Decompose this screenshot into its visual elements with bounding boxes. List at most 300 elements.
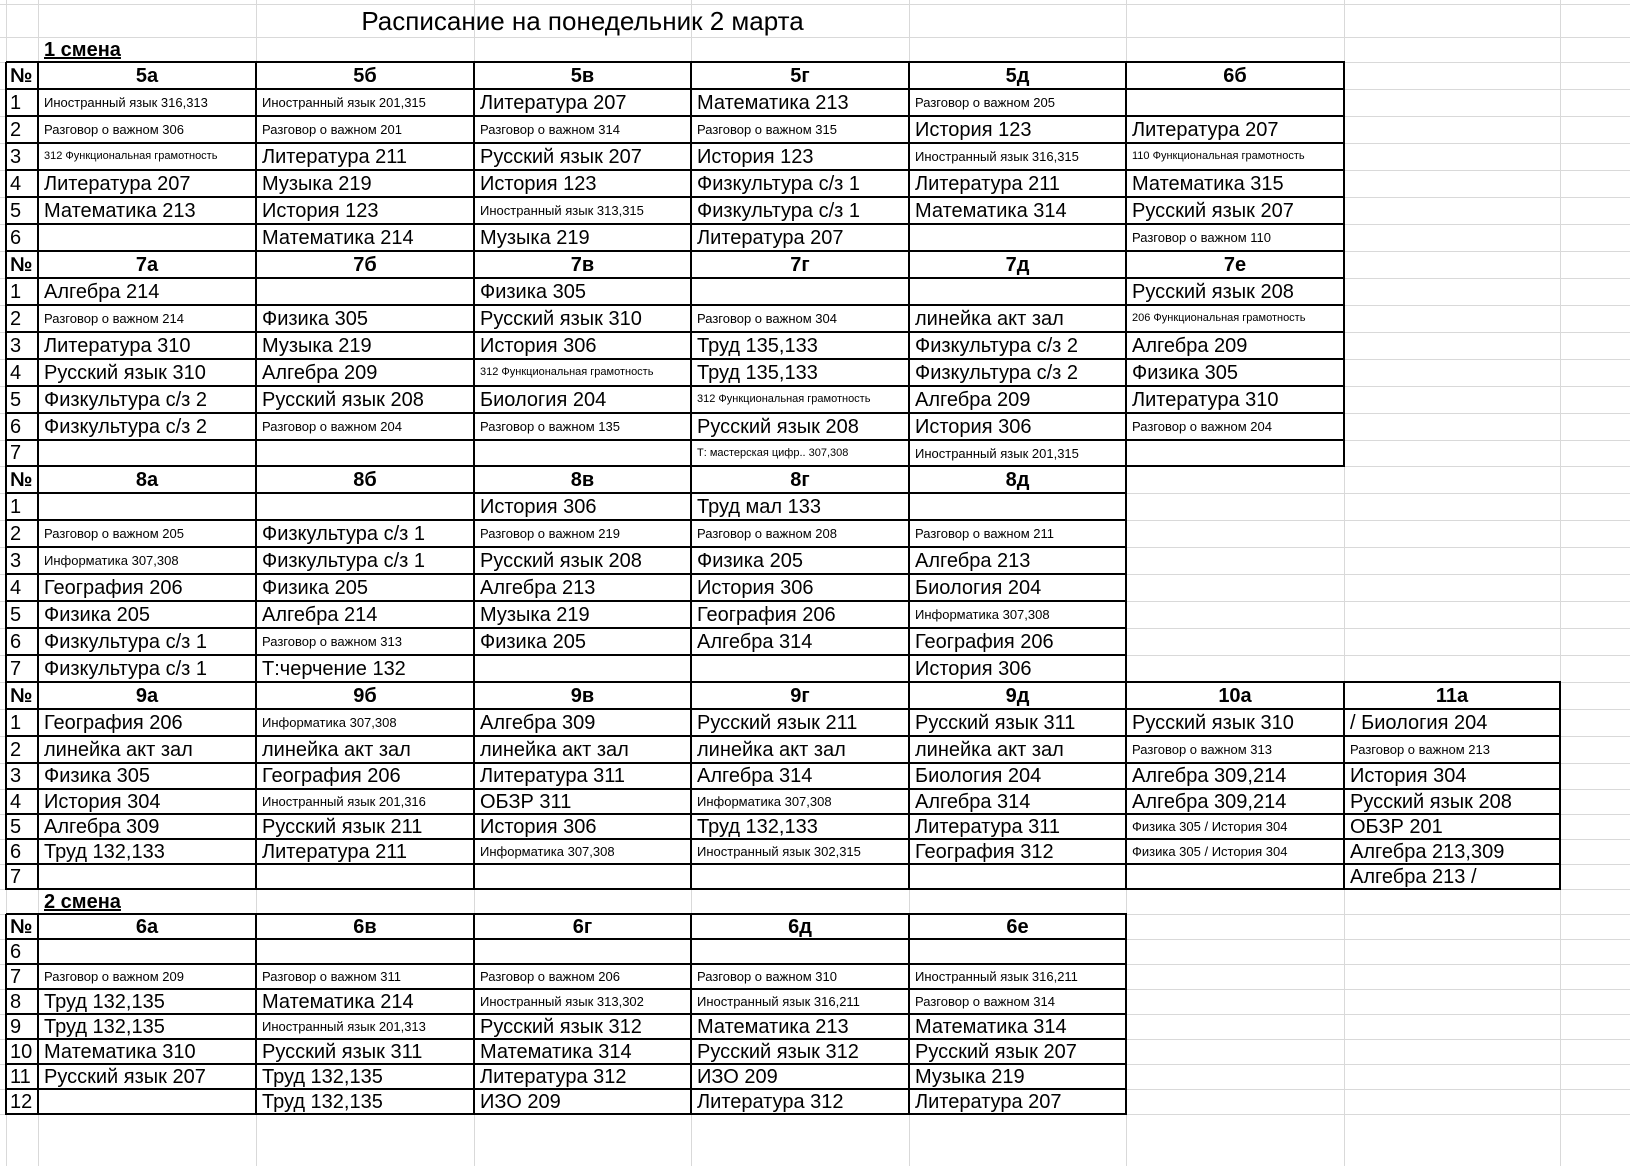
table-border xyxy=(6,735,1561,737)
lesson-cell: Разговор о важном 314 xyxy=(480,122,620,137)
lesson-number: 1 xyxy=(10,280,22,303)
lesson-cell: Русский язык 207 xyxy=(1132,199,1294,222)
lesson-cell: Математика 213 xyxy=(44,199,196,222)
lesson-cell: 312 Функциональная грамотность xyxy=(44,150,218,162)
lesson-number: 6 xyxy=(10,415,22,438)
lesson-cell: Иностранный язык 201,313 xyxy=(262,1019,426,1034)
lesson-cell: Физика 205 xyxy=(697,549,803,572)
lesson-cell: Физкультура с/з 1 xyxy=(44,657,207,680)
lesson-cell xyxy=(1126,864,1344,889)
lesson-cell: Иностранный язык 316,313 xyxy=(44,95,208,110)
lesson-cell: Физика 305 / История 304 xyxy=(1132,819,1288,834)
table-border xyxy=(6,913,1127,915)
lesson-cell: История 123 xyxy=(915,118,1032,141)
lesson-cell: Разговор о важном 219 xyxy=(480,526,620,541)
lesson-cell: Иностранный язык 302,315 xyxy=(697,844,861,859)
table-border xyxy=(6,61,1345,63)
lesson-cell: География 206 xyxy=(262,765,401,787)
lesson-number: 6 xyxy=(10,226,22,249)
table-border xyxy=(37,62,39,252)
class-header: 9а xyxy=(135,684,159,707)
table-border xyxy=(6,1113,1127,1115)
lesson-cell: Разговор о важном 135 xyxy=(480,419,620,434)
lesson-cell: Труд 132,135 xyxy=(44,1015,165,1038)
lesson-number: 7 xyxy=(10,965,22,988)
lesson-cell xyxy=(38,440,256,466)
lesson-cell: История 123 xyxy=(262,199,379,222)
lesson-cell: Литература 311 xyxy=(480,765,626,787)
lesson-number: 9 xyxy=(10,1015,22,1038)
class-header: 7е xyxy=(1223,253,1247,276)
lesson-cell: Разговор о важном 311 xyxy=(262,969,402,984)
lesson-cell: Русский язык 211 xyxy=(262,815,423,838)
lesson-cell: Биология 204 xyxy=(915,765,1042,787)
table-border xyxy=(908,62,910,252)
lesson-cell: Труд 135,133 xyxy=(697,361,818,384)
table-border xyxy=(1125,682,1127,890)
lesson-cell: 312 Функциональная грамотность xyxy=(480,366,654,378)
table-border xyxy=(1125,466,1127,683)
table-border xyxy=(690,914,692,1115)
lesson-number: 4 xyxy=(10,576,22,599)
table-border xyxy=(473,251,475,467)
table-border xyxy=(6,196,1345,198)
lesson-cell: Физкультура с/з 2 xyxy=(915,334,1078,357)
lesson-cell: Разговор о важном 110 xyxy=(1132,230,1272,245)
lesson-cell: Алгебра 309 xyxy=(480,711,596,734)
lesson-cell: География 312 xyxy=(915,840,1054,863)
lesson-cell: Разговор о важном 205 xyxy=(44,526,184,541)
table-border xyxy=(5,682,7,890)
lesson-cell: Алгебра 314 xyxy=(697,630,813,653)
lesson-cell xyxy=(474,655,691,682)
lesson-cell xyxy=(38,1089,256,1114)
lesson-cell xyxy=(474,440,691,466)
table-border xyxy=(5,466,7,683)
lesson-cell: Алгебра 213 xyxy=(915,549,1031,572)
lesson-cell: Разговор о важном 204 xyxy=(262,419,402,434)
table-border xyxy=(1343,62,1345,252)
lesson-cell: Разговор о важном 313 xyxy=(1132,742,1272,757)
lesson-cell: Математика 315 xyxy=(1132,172,1284,195)
lesson-cell: Математика 213 xyxy=(697,1015,849,1038)
lesson-number: 1 xyxy=(10,495,22,518)
lesson-cell xyxy=(691,864,909,889)
lesson-cell: Иностранный язык 201,316 xyxy=(262,794,426,809)
lesson-cell: Математика 214 xyxy=(262,226,414,249)
lesson-cell: Математика 314 xyxy=(480,1040,632,1063)
table-border xyxy=(255,251,257,467)
lesson-number: 2 xyxy=(10,738,22,761)
lesson-cell: Русский язык 310 xyxy=(44,361,206,384)
class-header: 7б xyxy=(353,253,377,276)
lesson-cell: Разговор о важном 208 xyxy=(697,526,837,541)
class-header: 8в xyxy=(570,468,595,491)
lesson-cell: Иностранный язык 313,302 xyxy=(480,994,644,1009)
lesson-cell xyxy=(909,224,1126,251)
table-border xyxy=(6,1063,1127,1065)
lesson-number: 3 xyxy=(10,145,22,168)
table-border xyxy=(1343,682,1345,890)
lesson-cell: линейка акт зал xyxy=(915,307,1064,330)
lesson-cell xyxy=(909,493,1126,520)
lesson-cell: Физика 205 xyxy=(44,603,150,626)
lesson-number: 5 xyxy=(10,388,22,411)
lesson-cell: Разговор о важном 315 xyxy=(697,122,837,137)
class-header: 6г xyxy=(572,915,593,938)
class-header: 5в xyxy=(570,64,595,87)
class-header: 11а xyxy=(1435,684,1469,707)
table-border xyxy=(6,762,1561,764)
table-border xyxy=(6,385,1345,387)
lesson-number: 2 xyxy=(10,307,22,330)
lesson-cell xyxy=(38,493,256,520)
lesson-cell: Разговор о важном 206 xyxy=(480,969,620,984)
lesson-cell: Музыка 219 xyxy=(480,226,590,249)
lesson-cell: Физкультура с/з 2 xyxy=(915,361,1078,384)
table-border xyxy=(6,412,1345,414)
table-border xyxy=(6,654,1127,656)
lesson-cell: Разговор о важном 213 xyxy=(1350,742,1490,757)
lesson-cell: Иностранный язык 313,315 xyxy=(480,203,644,218)
lesson-cell: География 206 xyxy=(44,711,183,734)
lesson-cell: География 206 xyxy=(44,576,183,599)
table-border xyxy=(37,466,39,683)
table-border xyxy=(473,682,475,890)
lesson-cell xyxy=(1126,89,1344,116)
lesson-cell: Математика 310 xyxy=(44,1040,196,1063)
lesson-cell: Музыка 219 xyxy=(480,603,590,626)
table-border xyxy=(37,251,39,467)
table-border xyxy=(6,169,1345,171)
class-header: 8а xyxy=(135,468,159,491)
class-header: 6б xyxy=(1223,64,1247,87)
class-header: 9г xyxy=(790,684,810,707)
lesson-cell: Физкультура с/з 1 xyxy=(697,199,860,222)
table-border xyxy=(6,546,1127,548)
class-header: 9б xyxy=(353,684,377,707)
lesson-cell: Русский язык 310 xyxy=(480,307,642,330)
table-border xyxy=(6,813,1561,815)
table-border xyxy=(6,142,1345,144)
lesson-cell: Т:черчение 132 xyxy=(262,657,406,680)
lesson-cell: Информатика 307,308 xyxy=(262,715,397,730)
lesson-cell: Русский язык 208 xyxy=(480,549,642,572)
table-border xyxy=(6,938,1127,940)
lesson-cell: Физика 205 xyxy=(480,630,586,653)
lesson-cell: Разговор о важном 204 xyxy=(1132,419,1272,434)
lesson-number: 5 xyxy=(10,603,22,626)
lesson-cell: Биология 204 xyxy=(480,388,607,411)
lesson-cell: Физкультура с/з 1 xyxy=(262,549,425,572)
lesson-cell xyxy=(38,224,256,251)
lesson-cell: Литература 311 xyxy=(915,815,1061,838)
class-header: 7а xyxy=(135,253,159,276)
lesson-number-header: № xyxy=(10,684,33,707)
lesson-cell: Литература 312 xyxy=(697,1090,844,1113)
lesson-cell: История 123 xyxy=(697,145,814,168)
lesson-cell xyxy=(256,493,474,520)
lesson-number: 4 xyxy=(10,361,22,384)
lesson-cell: линейка акт зал xyxy=(262,738,411,761)
lesson-cell: История 306 xyxy=(480,815,597,838)
lesson-number: 4 xyxy=(10,172,22,195)
table-border xyxy=(5,62,7,252)
lesson-cell xyxy=(256,864,474,889)
table-border xyxy=(37,914,39,1115)
class-header: 5а xyxy=(135,64,159,87)
table-border xyxy=(6,573,1127,575)
lesson-number: 3 xyxy=(10,334,22,357)
lesson-cell: Алгебра 213 xyxy=(480,576,596,599)
lesson-cell: Физкультура с/з 1 xyxy=(262,522,425,545)
lesson-cell: 110 Функциональная грамотность xyxy=(1132,150,1305,162)
lesson-cell: Физкультура с/з 2 xyxy=(44,388,207,411)
lesson-number-header: № xyxy=(10,915,33,938)
lesson-cell: Литература 207 xyxy=(915,1090,1062,1113)
class-header: 7в xyxy=(570,253,595,276)
table-border xyxy=(255,682,257,890)
lesson-cell: Алгебра 209 xyxy=(915,388,1031,411)
lesson-cell: Иностранный язык 316,211 xyxy=(915,969,1078,984)
page-title: Расписание на понедельник 2 марта xyxy=(361,5,804,36)
table-border xyxy=(37,682,39,890)
lesson-cell: Т: мастерская цифр.. 307,308 xyxy=(697,446,849,459)
lesson-cell: / Биология 204 xyxy=(1350,711,1488,734)
class-header: 7д xyxy=(1005,253,1030,276)
lesson-cell: линейка акт зал xyxy=(480,738,629,761)
lesson-cell: География 206 xyxy=(915,630,1054,653)
lesson-cell: Русский язык 207 xyxy=(480,145,642,168)
lesson-cell: Информатика 307,308 xyxy=(915,607,1050,622)
lesson-number: 6 xyxy=(10,630,22,653)
lesson-cell: История 304 xyxy=(1350,765,1467,787)
lesson-cell: Алгебра 309,214 xyxy=(1132,765,1287,787)
table-border xyxy=(255,62,257,252)
lesson-cell: 312 Функциональная грамотность xyxy=(697,393,871,405)
class-header: 6а xyxy=(135,915,159,938)
table-border xyxy=(908,914,910,1115)
lesson-number: 5 xyxy=(10,199,22,222)
table-border xyxy=(6,600,1127,602)
table-border xyxy=(6,277,1345,279)
lesson-cell: Разговор о важном 205 xyxy=(915,95,1055,110)
lesson-cell: Музыка 219 xyxy=(262,334,372,357)
lesson-cell: Алгебра 214 xyxy=(44,280,160,303)
table-border xyxy=(6,838,1561,840)
lesson-cell: Русский язык 211 xyxy=(697,711,858,734)
lesson-cell xyxy=(474,939,691,964)
lesson-number: 6 xyxy=(10,940,22,963)
lesson-cell xyxy=(256,939,474,964)
table-border xyxy=(908,466,910,683)
shift-label: 2 смена xyxy=(44,890,121,913)
table-border xyxy=(6,492,1127,494)
table-border xyxy=(255,914,257,1115)
table-border xyxy=(1559,682,1561,890)
lesson-cell xyxy=(38,939,256,964)
lesson-number: 11 xyxy=(10,1065,31,1088)
lesson-cell: ИЗО 209 xyxy=(480,1090,561,1113)
table-border xyxy=(6,439,1345,441)
lesson-cell: Математика 314 xyxy=(915,1015,1067,1038)
lesson-cell: ОБЗР 311 xyxy=(480,790,572,813)
lesson-cell: История 306 xyxy=(915,415,1032,438)
lesson-cell: История 123 xyxy=(480,172,597,195)
table-border xyxy=(473,914,475,1115)
lesson-cell: Информатика 307,308 xyxy=(697,794,832,809)
lesson-cell: Труд 132,135 xyxy=(44,990,165,1013)
lesson-cell: Литература 207 xyxy=(480,91,627,114)
lesson-cell: История 306 xyxy=(697,576,814,599)
lesson-cell: Русский язык 310 xyxy=(1132,711,1294,734)
lesson-cell: Физкультура с/з 2 xyxy=(44,415,207,438)
lesson-number: 5 xyxy=(10,815,22,838)
table-border xyxy=(6,1013,1127,1015)
table-border xyxy=(6,331,1345,333)
lesson-cell: Алгебра 314 xyxy=(697,765,813,787)
lesson-number: 12 xyxy=(10,1090,33,1113)
table-border xyxy=(6,681,1561,683)
lesson-cell xyxy=(38,864,256,889)
lesson-number: 3 xyxy=(10,765,22,787)
lesson-cell: География 206 xyxy=(697,603,836,626)
lesson-cell: линейка акт зал xyxy=(44,738,193,761)
lesson-cell xyxy=(691,655,909,682)
lesson-cell: Русский язык 207 xyxy=(44,1065,206,1088)
lesson-cell: Музыка 219 xyxy=(262,172,372,195)
table-border xyxy=(473,466,475,683)
lesson-cell: Музыка 219 xyxy=(915,1065,1025,1088)
lesson-cell: Разговор о важном 214 xyxy=(44,311,184,326)
lesson-cell: Алгебра 209 xyxy=(262,361,378,384)
lesson-cell: Разговор о важном 209 xyxy=(44,969,184,984)
lesson-cell xyxy=(691,939,909,964)
lesson-cell: ОБЗР 201 xyxy=(1350,815,1443,838)
lesson-cell: Литература 207 xyxy=(697,226,844,249)
lesson-number: 8 xyxy=(10,990,22,1013)
lesson-cell: История 306 xyxy=(480,334,597,357)
lesson-cell: Разговор о важном 304 xyxy=(697,311,837,326)
table-border xyxy=(6,358,1345,360)
lesson-cell: Русский язык 207 xyxy=(915,1040,1077,1063)
table-border xyxy=(6,708,1561,710)
lesson-cell xyxy=(256,278,474,305)
lesson-number: 7 xyxy=(10,657,22,680)
lesson-cell: Алгебра 213 / xyxy=(1350,865,1477,888)
lesson-cell: Труд 132,133 xyxy=(697,815,818,838)
class-header: 10а xyxy=(1218,684,1252,707)
lesson-cell xyxy=(1126,440,1344,466)
class-header: 7г xyxy=(790,253,810,276)
table-border xyxy=(1125,251,1127,467)
lesson-cell: Алгебра 309 xyxy=(44,815,160,838)
table-border xyxy=(6,304,1345,306)
table-border xyxy=(908,682,910,890)
table-border xyxy=(6,88,1345,90)
lesson-number: 4 xyxy=(10,790,22,813)
table-border xyxy=(690,682,692,890)
lesson-cell: Иностранный язык 316,315 xyxy=(915,149,1079,164)
lesson-cell xyxy=(909,864,1126,889)
table-border xyxy=(908,251,910,467)
lesson-cell: Физика 305 xyxy=(44,765,150,787)
class-header: 9д xyxy=(1005,684,1030,707)
class-header: 6е xyxy=(1006,915,1029,938)
lesson-cell: Русский язык 208 xyxy=(262,388,424,411)
lesson-cell: Труд 132,135 xyxy=(262,1090,383,1113)
lesson-cell: Русский язык 311 xyxy=(262,1040,423,1063)
lesson-cell: Физика 205 xyxy=(262,576,368,599)
gridline xyxy=(1560,0,1561,1166)
lesson-number: 3 xyxy=(10,549,22,572)
table-border xyxy=(255,466,257,683)
lesson-cell: Математика 213 xyxy=(697,91,849,114)
lesson-cell: Литература 211 xyxy=(915,172,1061,195)
table-border xyxy=(5,914,7,1115)
table-border xyxy=(6,988,1127,990)
table-border xyxy=(6,863,1561,865)
lesson-cell: Физкультура с/з 1 xyxy=(44,630,207,653)
lesson-cell: Информатика 307,308 xyxy=(44,553,179,568)
lesson-cell: линейка акт зал xyxy=(697,738,846,761)
lesson-number: 7 xyxy=(10,865,22,888)
class-header: 8б xyxy=(353,468,377,491)
lesson-number-header: № xyxy=(10,64,33,87)
lesson-number: 1 xyxy=(10,91,22,114)
shift-label: 1 смена xyxy=(44,38,121,61)
lesson-cell: Труд 135,133 xyxy=(697,334,818,357)
lesson-cell: Алгебра 309,214 xyxy=(1132,790,1287,813)
lesson-cell: линейка акт зал xyxy=(915,738,1064,761)
lesson-number: 7 xyxy=(10,442,22,464)
table-border xyxy=(6,115,1345,117)
lesson-cell: Русский язык 312 xyxy=(480,1015,642,1038)
table-border xyxy=(6,465,1127,467)
lesson-cell: Разговор о важном 306 xyxy=(44,122,184,137)
table-border xyxy=(690,251,692,467)
lesson-cell: Литература 310 xyxy=(1132,388,1279,411)
lesson-cell: Физика 305 xyxy=(1132,361,1238,384)
table-border xyxy=(473,62,475,252)
lesson-cell: Иностранный язык 201,315 xyxy=(915,445,1079,461)
lesson-cell: История 306 xyxy=(915,657,1032,680)
lesson-cell: Физкультура с/з 1 xyxy=(697,172,860,195)
lesson-cell: Разговор о важном 313 xyxy=(262,634,402,649)
lesson-cell: Труд 132,133 xyxy=(44,840,165,863)
lesson-cell: История 304 xyxy=(44,790,161,813)
lesson-number: 10 xyxy=(10,1040,33,1063)
lesson-cell: Физика 305 xyxy=(480,280,586,303)
lesson-cell: Биология 204 xyxy=(915,576,1042,599)
lesson-cell: Русский язык 311 xyxy=(915,711,1076,734)
table-border xyxy=(6,1038,1127,1040)
table-border xyxy=(1125,62,1127,252)
lesson-cell: Разговор о важном 310 xyxy=(697,969,837,984)
table-border xyxy=(6,627,1127,629)
lesson-cell: Труд мал 133 xyxy=(697,495,822,518)
lesson-cell: Алгебра 214 xyxy=(262,603,378,626)
lesson-cell: Литература 211 xyxy=(262,145,408,168)
lesson-number: 2 xyxy=(10,118,22,141)
lesson-cell: Физика 305 / История 304 xyxy=(1132,844,1288,859)
lesson-cell: Физика 305 xyxy=(262,307,368,330)
lesson-cell: Математика 214 xyxy=(262,990,414,1013)
table-border xyxy=(690,62,692,252)
table-border xyxy=(1125,914,1127,1115)
lesson-cell: Литература 207 xyxy=(44,172,191,195)
lesson-cell: Литература 310 xyxy=(44,334,191,357)
